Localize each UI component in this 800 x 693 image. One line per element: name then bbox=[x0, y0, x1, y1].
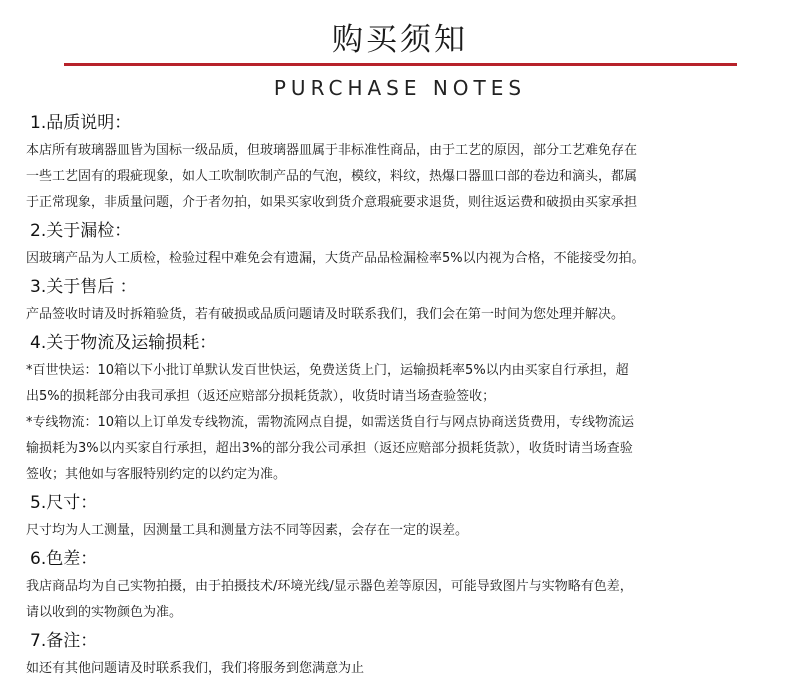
section-line: 输损耗为3%以内买家自行承担，超出3%的部分我公司承担（返还应赔部分损耗货款），收货时请当场查验 bbox=[26, 441, 633, 456]
section-line: 一些工艺固有的瑕疵现象，如人工吹制吹制产品的气泡，模纹，料纹，热爆口器皿口部的卷边和滴头，都属 bbox=[26, 169, 638, 184]
section-missed-inspection bbox=[26, 216, 778, 272]
section-color-difference bbox=[26, 544, 778, 626]
notes-content bbox=[26, 108, 778, 682]
page-title: 购买须知 bbox=[332, 22, 468, 58]
title-divider bbox=[64, 63, 737, 66]
section-heading: 5.尺寸： bbox=[30, 493, 98, 513]
section-heading: 6.色差： bbox=[30, 549, 98, 569]
section-quality bbox=[26, 108, 778, 216]
section-line: 因玻璃产品为人工质检，检验过程中难免会有遗漏，大货产品品检漏检率5%以内视为合格，不能接受勿拍。 bbox=[26, 251, 645, 266]
section-heading: 4.关于物流及运输损耗： bbox=[30, 333, 217, 353]
section-line: 请以收到的实物颜色为准。 bbox=[26, 605, 183, 620]
section-line: 于正常现象，非质量问题，介于者勿拍，如果买家收到货介意瑕疵要求退货，则往返运费和破损由买家承担 bbox=[26, 195, 638, 210]
section-line: 尺寸均为人工测量，因测量工具和测量方法不同等因素，会存在一定的误差。 bbox=[26, 523, 469, 538]
section-line: *专线物流：10箱以上订单发专线物流，需物流网点自提，如需送货自行与网点协商送货费用，专线物流运 bbox=[26, 415, 635, 430]
section-size bbox=[26, 488, 778, 544]
section-line: 产品签收时请及时拆箱验货，若有破损或品质问题请及时联系我们，我们会在第一时间为您处理并解决。 bbox=[26, 307, 625, 322]
section-heading: 2.关于漏检： bbox=[30, 221, 132, 241]
section-logistics bbox=[26, 328, 778, 488]
header bbox=[0, 0, 800, 110]
section-line: *百世快运：10箱以下小批订单默认发百世快运，免费送货上门，运输损耗率5%以内由买家自行承担，超 bbox=[26, 363, 629, 378]
section-line: 如还有其他问题请及时联系我们，我们将服务到您满意为止 bbox=[26, 661, 365, 676]
section-heading: 7.备注： bbox=[30, 631, 98, 651]
section-heading: 3.关于售后 ： bbox=[30, 277, 137, 297]
section-line: 我店商品均为自己实物拍摄，由于拍摄技术/环境光线/显示器色差等原因，可能导致图片与实物略有色差， bbox=[26, 579, 633, 594]
section-line: 签收；其他如与客服特别约定的以约定为准。 bbox=[26, 467, 287, 482]
section-heading: 1.品质说明： bbox=[30, 113, 132, 133]
page-subtitle: PURCHASE NOTES bbox=[273, 76, 527, 100]
section-line: 出5%的损耗部分由我司承担（返还应赔部分损耗货款），收货时请当场查验签收； bbox=[26, 389, 496, 404]
section-remarks bbox=[26, 626, 778, 682]
section-after-sales bbox=[26, 272, 778, 328]
section-line: 本店所有玻璃器皿皆为国标一级品质，但玻璃器皿属于非标准性商品，由于工艺的原因，部分工艺难免存在 bbox=[26, 143, 638, 158]
